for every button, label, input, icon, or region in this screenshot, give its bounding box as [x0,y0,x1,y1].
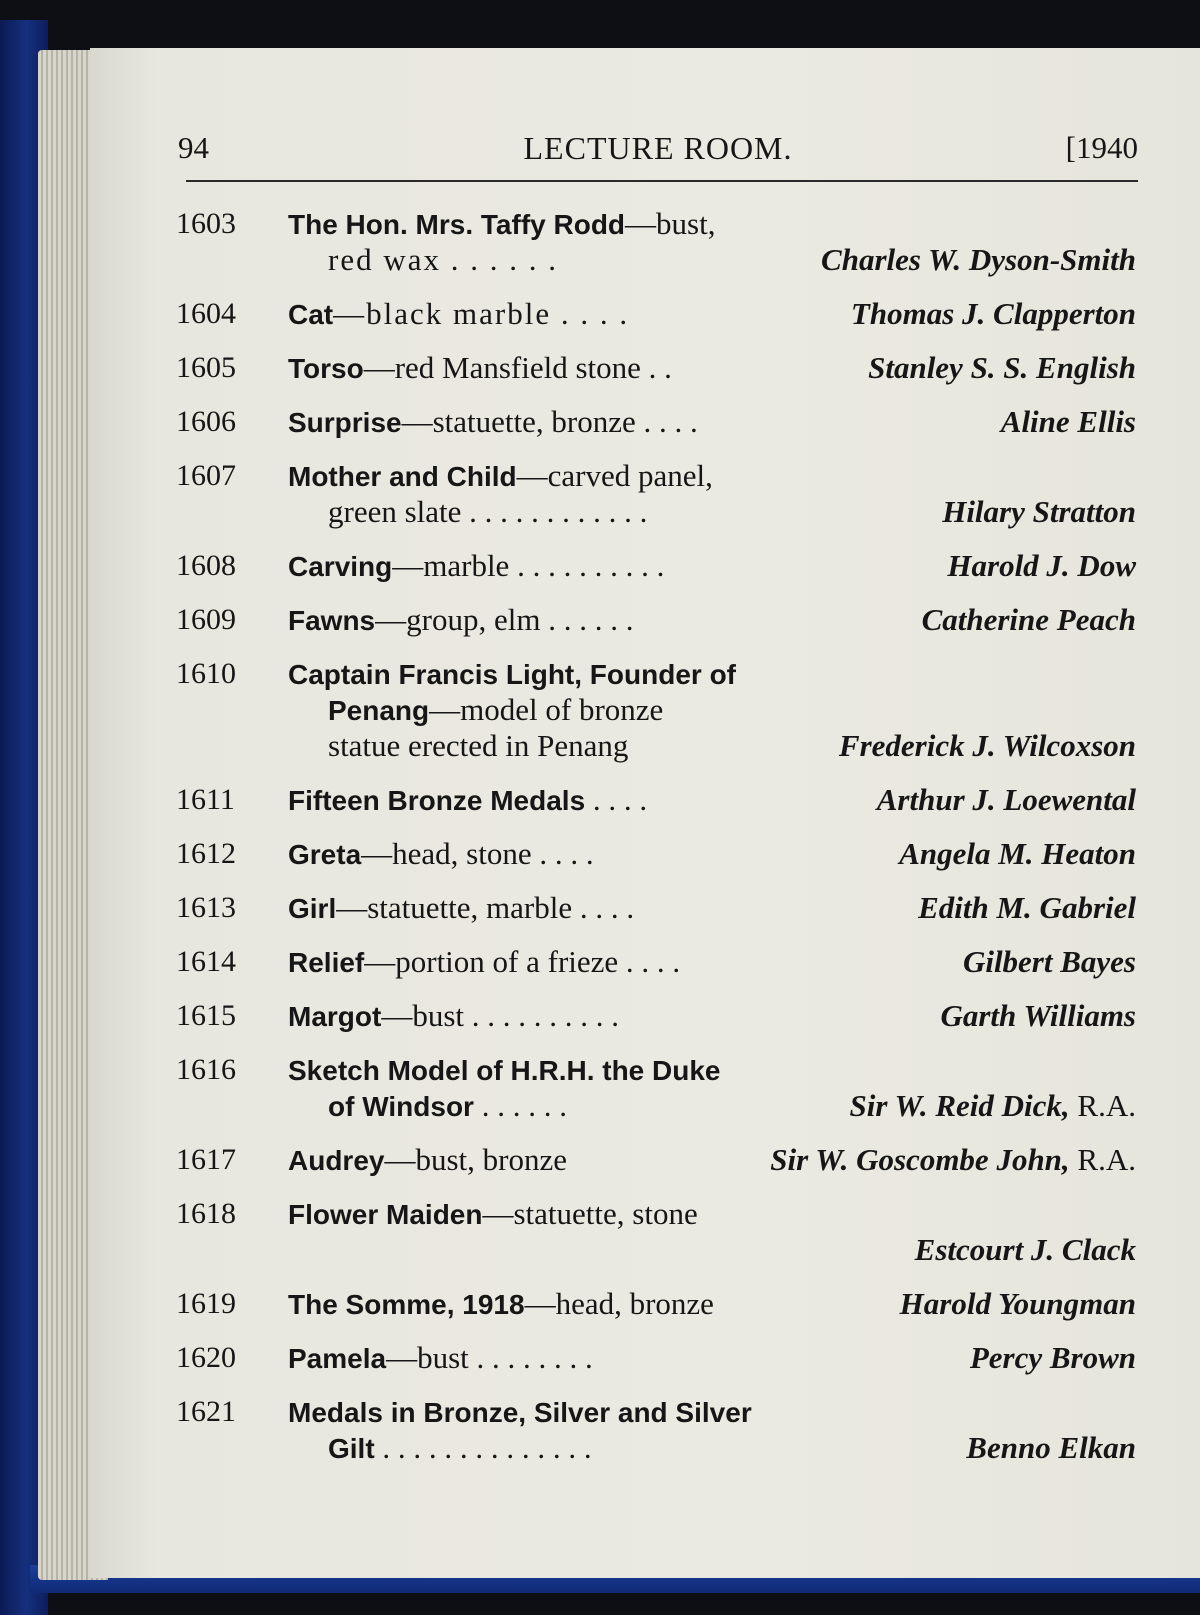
entry-description: —bust, bronze [384,1142,567,1177]
entry-number: 1620 [176,1341,236,1374]
entry-description-cont: red wax . . . . . . [328,242,558,277]
entry-title: Medals in Bronze, Silver and Silver [288,1397,752,1428]
entry-description: . . . . . . [473,1088,567,1123]
entry-number: 1606 [176,405,236,438]
entry-description: —model of bronze [429,692,664,727]
entry-number: 1608 [176,549,236,582]
catalogue-entry [176,1196,1136,1268]
entry-artist-suffix: R.A. [1077,1142,1136,1177]
catalogue-entry [176,296,1136,332]
entry-title-cont: of Windsor [328,1091,474,1122]
entry-description: —head, bronze [524,1286,714,1321]
entry-artist: Angela M. Heaton [899,836,1136,871]
catalogue-entry [176,944,1136,980]
entry-description: —head, stone . . . . [361,836,594,871]
year: [1940 [1065,130,1138,165]
section-title: LECTURE ROOM. [523,130,793,166]
book-page [90,48,1200,1578]
entry-title: Margot [288,1001,382,1032]
entry-artist: Benno Elkan [966,1430,1136,1465]
entry-title: Mother and Child [288,461,517,492]
entry-title: Pamela [288,1343,387,1374]
entry-artist: Harold J. Dow [947,548,1136,583]
catalogue-entry [176,1340,1136,1376]
entry-number: 1619 [176,1287,236,1320]
entry-number: 1604 [176,297,236,330]
entry-number: 1607 [176,459,236,492]
entry-title: Greta [288,839,362,870]
entry-artist: Arthur J. Loewental [876,782,1136,817]
entry-artist [770,1142,1136,1178]
entry-title: Girl [288,893,337,924]
entry-number: 1615 [176,999,236,1032]
catalogue-entry [176,602,1136,638]
entry-artist: Catherine Peach [921,602,1136,637]
entry-title: The Hon. Mrs. Taffy Rodd [288,209,626,240]
entry-title-cont: Penang [328,695,430,726]
entry-description: —group, elm . . . . . . [375,602,634,637]
entry-artist: Garth Williams [940,998,1136,1033]
entry-title: Audrey [288,1145,385,1176]
entry-number: 1611 [176,783,235,816]
entry-artist: Harold Youngman [899,1286,1136,1321]
entry-description: —statuette, marble . . . . [336,890,635,925]
entry-description: —statuette, bronze . . . . [401,404,698,439]
entry-number: 1613 [176,891,236,924]
entry-artist: Hilary Stratton [942,494,1136,529]
catalogue-entry [176,458,1136,530]
entry-description: —statuette, stone [482,1196,698,1231]
entry-title: Fifteen Bronze Medals [288,785,586,816]
entry-artist: Percy Brown [969,1340,1136,1375]
catalogue-entry [176,1142,1136,1178]
entry-number: 1618 [176,1197,236,1230]
entry-description: —bust . . . . . . . . . . [381,998,620,1033]
entry-title: Cat [288,299,334,330]
entry-number: 1605 [176,351,236,384]
catalogue-entry [176,782,1136,818]
entry-title: Torso [288,353,364,384]
entry-description: —marble . . . . . . . . . . [392,548,665,583]
entry-description-cont: green slate . . . . . . . . . . . . [328,494,648,529]
entry-artist: Stanley S. S. English [868,350,1136,385]
entry-number: 1621 [176,1395,236,1428]
entry-number: 1612 [176,837,236,870]
catalogue-entry [176,548,1136,584]
entry-description: . . . . . . . . . . . . . . [374,1430,592,1465]
entry-artist: Estcourt J. Clack [914,1232,1136,1267]
entry-description: —carved panel, [516,458,713,493]
entry-title: Carving [288,551,393,582]
entry-artist: Aline Ellis [1000,404,1136,439]
entry-title: Surprise [288,407,402,438]
entry-artist-suffix: R.A. [1077,1088,1136,1123]
catalogue-entry [176,1052,1136,1124]
entry-title-cont: Gilt [328,1433,375,1464]
catalogue-entry [176,206,1136,278]
entry-artist: Thomas J. Clapperton [850,296,1136,331]
entry-description: . . . . [585,782,648,817]
catalogue-entry [176,350,1136,386]
entry-artist-name: Sir W. Goscombe John, [770,1142,1070,1177]
entry-title: Flower Maiden [288,1199,483,1230]
entry-artist: Frederick J. Wilcoxson [838,728,1136,763]
entry-artist: Gilbert Bayes [962,944,1136,979]
catalogue-entry [176,998,1136,1034]
header-rule [186,180,1138,182]
entry-artist-name: Sir W. Reid Dick, [849,1088,1070,1123]
entry-number: 1610 [176,657,236,690]
entry-number: 1609 [176,603,236,636]
entry-number: 1617 [176,1143,236,1176]
entry-artist: Charles W. Dyson-Smith [821,242,1136,277]
entry-artist: Edith M. Gabriel [918,890,1136,925]
entry-description: —bust . . . . . . . . [386,1340,593,1375]
catalogue-entry [176,1394,1136,1466]
entry-title: Sketch Model of H.R.H. the Duke [288,1055,721,1086]
entry-description: —red Mansfield stone . . [363,350,672,385]
catalogue-list [176,206,1136,1484]
entry-title: Relief [288,947,365,978]
entry-description: —black marble . . . . [333,296,630,331]
entry-number: 1614 [176,945,236,978]
entry-description: —bust, [625,206,716,241]
entry-number: 1616 [176,1053,236,1086]
catalogue-entry [176,1286,1136,1322]
entry-title: Captain Francis Light, Founder of [288,659,736,690]
catalogue-entry [176,890,1136,926]
entry-number: 1603 [176,207,236,240]
catalogue-entry [176,656,1136,764]
page-number: 94 [178,130,209,165]
entry-title: The Somme, 1918 [288,1289,525,1320]
catalogue-entry [176,836,1136,872]
catalogue-entry [176,404,1136,440]
entry-description: —portion of a frieze . . . . [364,944,681,979]
entry-title: Fawns [288,605,376,636]
entry-artist [849,1088,1136,1124]
entry-description-cont: statue erected in Penang [328,728,629,763]
